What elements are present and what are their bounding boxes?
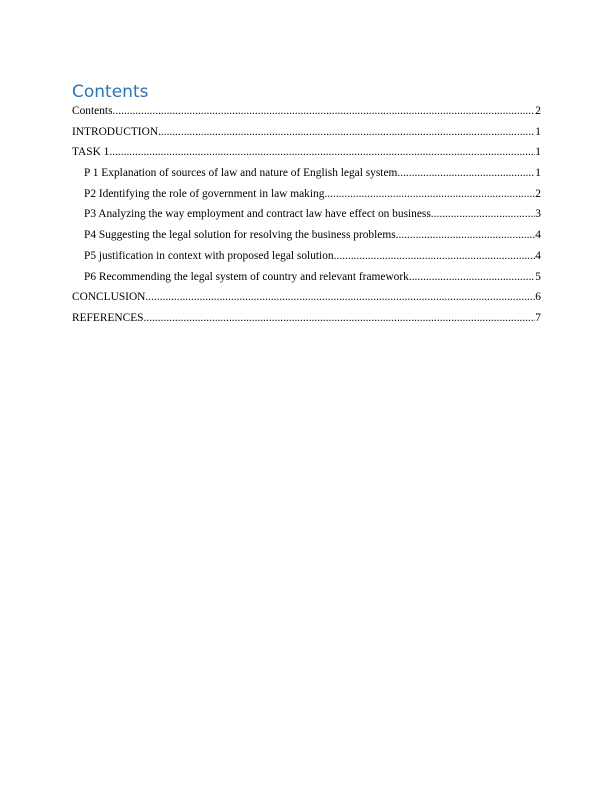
toc-entry-task-1[interactable] xyxy=(72,145,541,166)
toc-entry-contents[interactable] xyxy=(72,104,541,125)
toc-entry-text: TASK 1 xyxy=(72,146,110,159)
toc-entry-text: P 1 Explanation of sources of law and nature of English legal system xyxy=(84,167,398,180)
toc-page-number: 5 xyxy=(535,270,541,283)
toc-entry-p2[interactable] xyxy=(72,187,541,208)
toc-entry-introduction[interactable] xyxy=(72,125,541,146)
toc-dot-leader xyxy=(396,228,536,243)
toc-entry-text: INTRODUCTION xyxy=(72,125,159,138)
toc-page-number: 1 xyxy=(535,167,541,180)
toc-entry-p1[interactable] xyxy=(72,166,541,187)
toc-entry-text: Contents xyxy=(72,105,113,117)
toc-entry-text: CONCLUSION xyxy=(72,291,146,304)
toc-dot-leader xyxy=(145,290,535,305)
toc-entry-p4[interactable] xyxy=(72,228,541,249)
toc-page-number: 4 xyxy=(535,249,541,262)
toc-entry-text: P4 Suggesting the legal solution for resolving the business problems xyxy=(84,229,396,242)
toc-dot-leader xyxy=(324,187,535,202)
toc-page-number: 1 xyxy=(535,125,541,138)
toc-page-number: 2 xyxy=(535,105,541,117)
toc-page-number: 4 xyxy=(535,229,541,242)
toc-entry-text: P3 Analyzing the way employment and contract law have effect on business xyxy=(84,208,431,221)
toc-entry-text: P5 justification in context with proposed legal solution xyxy=(84,249,334,262)
toc-dot-leader xyxy=(397,166,535,181)
toc-entry-p5[interactable] xyxy=(72,249,541,270)
toc-entry-text: P6 Recommending the legal system of country and relevant framework xyxy=(84,270,409,283)
toc-dot-leader xyxy=(113,104,536,119)
toc-dot-leader xyxy=(334,249,536,264)
toc-dot-leader xyxy=(431,207,536,222)
toc-heading: Contents xyxy=(72,82,149,102)
toc-page-number: 7 xyxy=(535,311,541,324)
toc-entry-p3[interactable] xyxy=(72,207,541,228)
toc-page-number: 2 xyxy=(535,187,541,200)
toc-page-number: 1 xyxy=(535,146,541,159)
toc-dot-leader xyxy=(158,125,535,140)
toc-entry-p6[interactable] xyxy=(72,270,541,291)
toc-dot-leader xyxy=(409,270,535,285)
toc-page-number: 3 xyxy=(535,208,541,221)
toc-entry-conclusion[interactable] xyxy=(72,290,541,311)
toc-dot-leader xyxy=(144,311,536,326)
toc-entry-text: REFERENCES xyxy=(72,311,144,324)
toc-entry-references[interactable] xyxy=(72,311,541,332)
toc-dot-leader xyxy=(109,145,535,160)
toc-page-number: 6 xyxy=(535,291,541,304)
toc-entry-text: P2 Identifying the role of government in law making xyxy=(84,187,325,200)
table-of-contents xyxy=(72,104,541,332)
